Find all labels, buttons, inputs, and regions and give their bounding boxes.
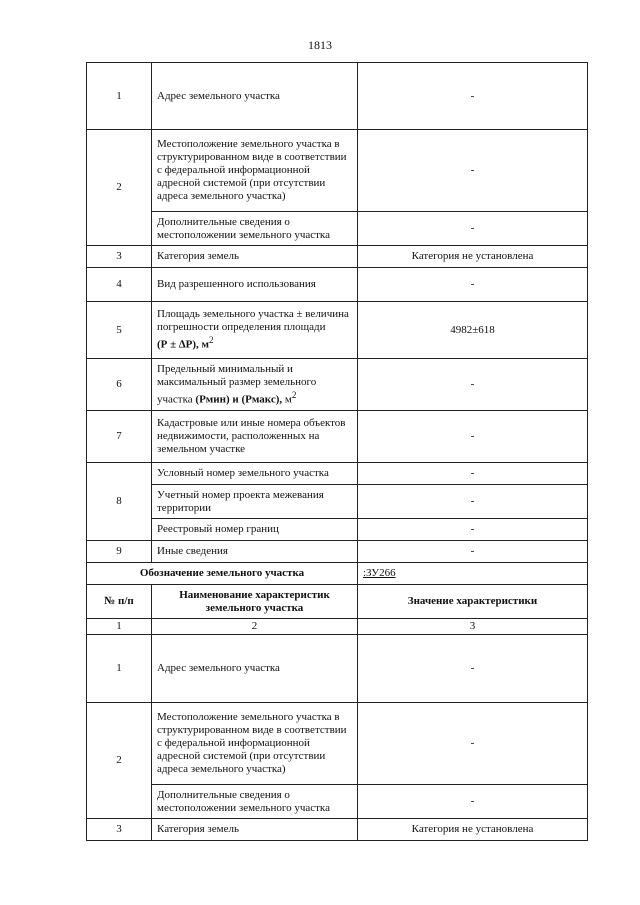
characteristic-name: Условный номер земельного участка xyxy=(152,463,358,485)
characteristic-name: Иные сведения xyxy=(152,541,358,563)
characteristic-name xyxy=(152,359,358,411)
characteristic-value: - xyxy=(358,703,588,785)
characteristic-value: - xyxy=(358,635,588,703)
characteristic-name: Адрес земельного участка xyxy=(152,635,358,703)
table-row xyxy=(87,463,588,485)
table-row xyxy=(87,485,588,519)
characteristic-value: 4982±618 xyxy=(358,302,588,359)
characteristic-value: Категория не установлена xyxy=(358,246,588,268)
table-row xyxy=(87,63,588,130)
table-row xyxy=(87,819,588,841)
table-row xyxy=(87,635,588,703)
area-formula: (Р ± ∆Р), м xyxy=(157,338,210,351)
designation-code: :ЗУ266 xyxy=(358,563,588,585)
characteristic-name: Вид разрешенного использования xyxy=(152,268,358,302)
characteristic-name: Учетный номер проекта межевания территории xyxy=(152,485,358,519)
characteristic-name xyxy=(152,302,358,359)
characteristic-name: Адрес земельного участка xyxy=(152,63,358,130)
column-header-name: Наименование характеристик земельного участка xyxy=(152,585,358,619)
table-row xyxy=(87,212,588,246)
characteristic-value: - xyxy=(358,785,588,819)
characteristic-name: Категория земель xyxy=(152,819,358,841)
table-row xyxy=(87,130,588,212)
size-limit-unit: м xyxy=(284,393,292,406)
table-row xyxy=(87,268,588,302)
characteristic-name: Кадастровые или иные номера объектов недвижимости, расположенных на земельном участке xyxy=(152,411,358,463)
row-number: 3 xyxy=(87,819,152,841)
table-row xyxy=(87,246,588,268)
table-row xyxy=(87,703,588,785)
table-header-row xyxy=(87,585,588,619)
size-limit-formula: (Рмин) и (Рмакс), xyxy=(195,393,283,406)
characteristic-value: - xyxy=(358,130,588,212)
characteristic-value: - xyxy=(358,268,588,302)
characteristic-name: Местоположение земельного участка в структурированном виде в соответствии с федеральной информационной адресной системой (при отсутствии адреса земельного участка) xyxy=(152,703,358,785)
characteristic-value: - xyxy=(358,519,588,541)
table-row xyxy=(87,541,588,563)
characteristic-name: Местоположение земельного участка в структурированном виде в соответствии с федеральной информационной адресной системой (при отсутствии адреса земельного участка) xyxy=(152,130,358,212)
page-number: 1813 xyxy=(308,38,332,52)
characteristic-value: - xyxy=(358,541,588,563)
row-number: 2 xyxy=(87,703,152,819)
characteristic-value: - xyxy=(358,359,588,411)
characteristic-value: - xyxy=(358,411,588,463)
size-limit-unit-power: 2 xyxy=(291,389,297,400)
row-number: 3 xyxy=(87,246,152,268)
land-plot-table xyxy=(86,62,588,841)
column-number: 3 xyxy=(358,619,588,635)
characteristic-name: Реестровый номер границ xyxy=(152,519,358,541)
characteristic-value: - xyxy=(358,63,588,130)
designation-label: Обозначение земельного участка xyxy=(87,563,358,585)
column-header-value: Значение характеристики xyxy=(358,585,588,619)
characteristic-name: Дополнительные сведения о местоположении земельного участка xyxy=(152,212,358,246)
column-number: 1 xyxy=(87,619,152,635)
row-number: 2 xyxy=(87,130,152,246)
row-number: 7 xyxy=(87,411,152,463)
column-number: 2 xyxy=(152,619,358,635)
row-number: 4 xyxy=(87,268,152,302)
area-name-text: Площадь земельного участка ± величина погрешности определения площади xyxy=(157,308,349,334)
table-row xyxy=(87,302,588,359)
row-number: 1 xyxy=(87,635,152,703)
characteristic-value: - xyxy=(358,212,588,246)
column-numbers-row xyxy=(87,619,588,635)
characteristic-value: - xyxy=(358,463,588,485)
row-number: 9 xyxy=(87,541,152,563)
characteristic-value: - xyxy=(358,485,588,519)
characteristic-name: Дополнительные сведения о местоположении земельного участка xyxy=(152,785,358,819)
table-row xyxy=(87,359,588,411)
area-unit-power: 2 xyxy=(209,335,214,346)
characteristic-value: Категория не установлена xyxy=(358,819,588,841)
table-row xyxy=(87,411,588,463)
table-row xyxy=(87,785,588,819)
designation-row xyxy=(87,563,588,585)
characteristic-name: Категория земель xyxy=(152,246,358,268)
row-number: 6 xyxy=(87,359,152,411)
column-header-number: № п/п xyxy=(87,585,152,619)
row-number: 8 xyxy=(87,463,152,541)
size-limit-text: Предельный минимальный и максимальный размер земельного участка xyxy=(157,362,317,406)
row-number: 1 xyxy=(87,63,152,130)
row-number: 5 xyxy=(87,302,152,359)
table-row xyxy=(87,519,588,541)
